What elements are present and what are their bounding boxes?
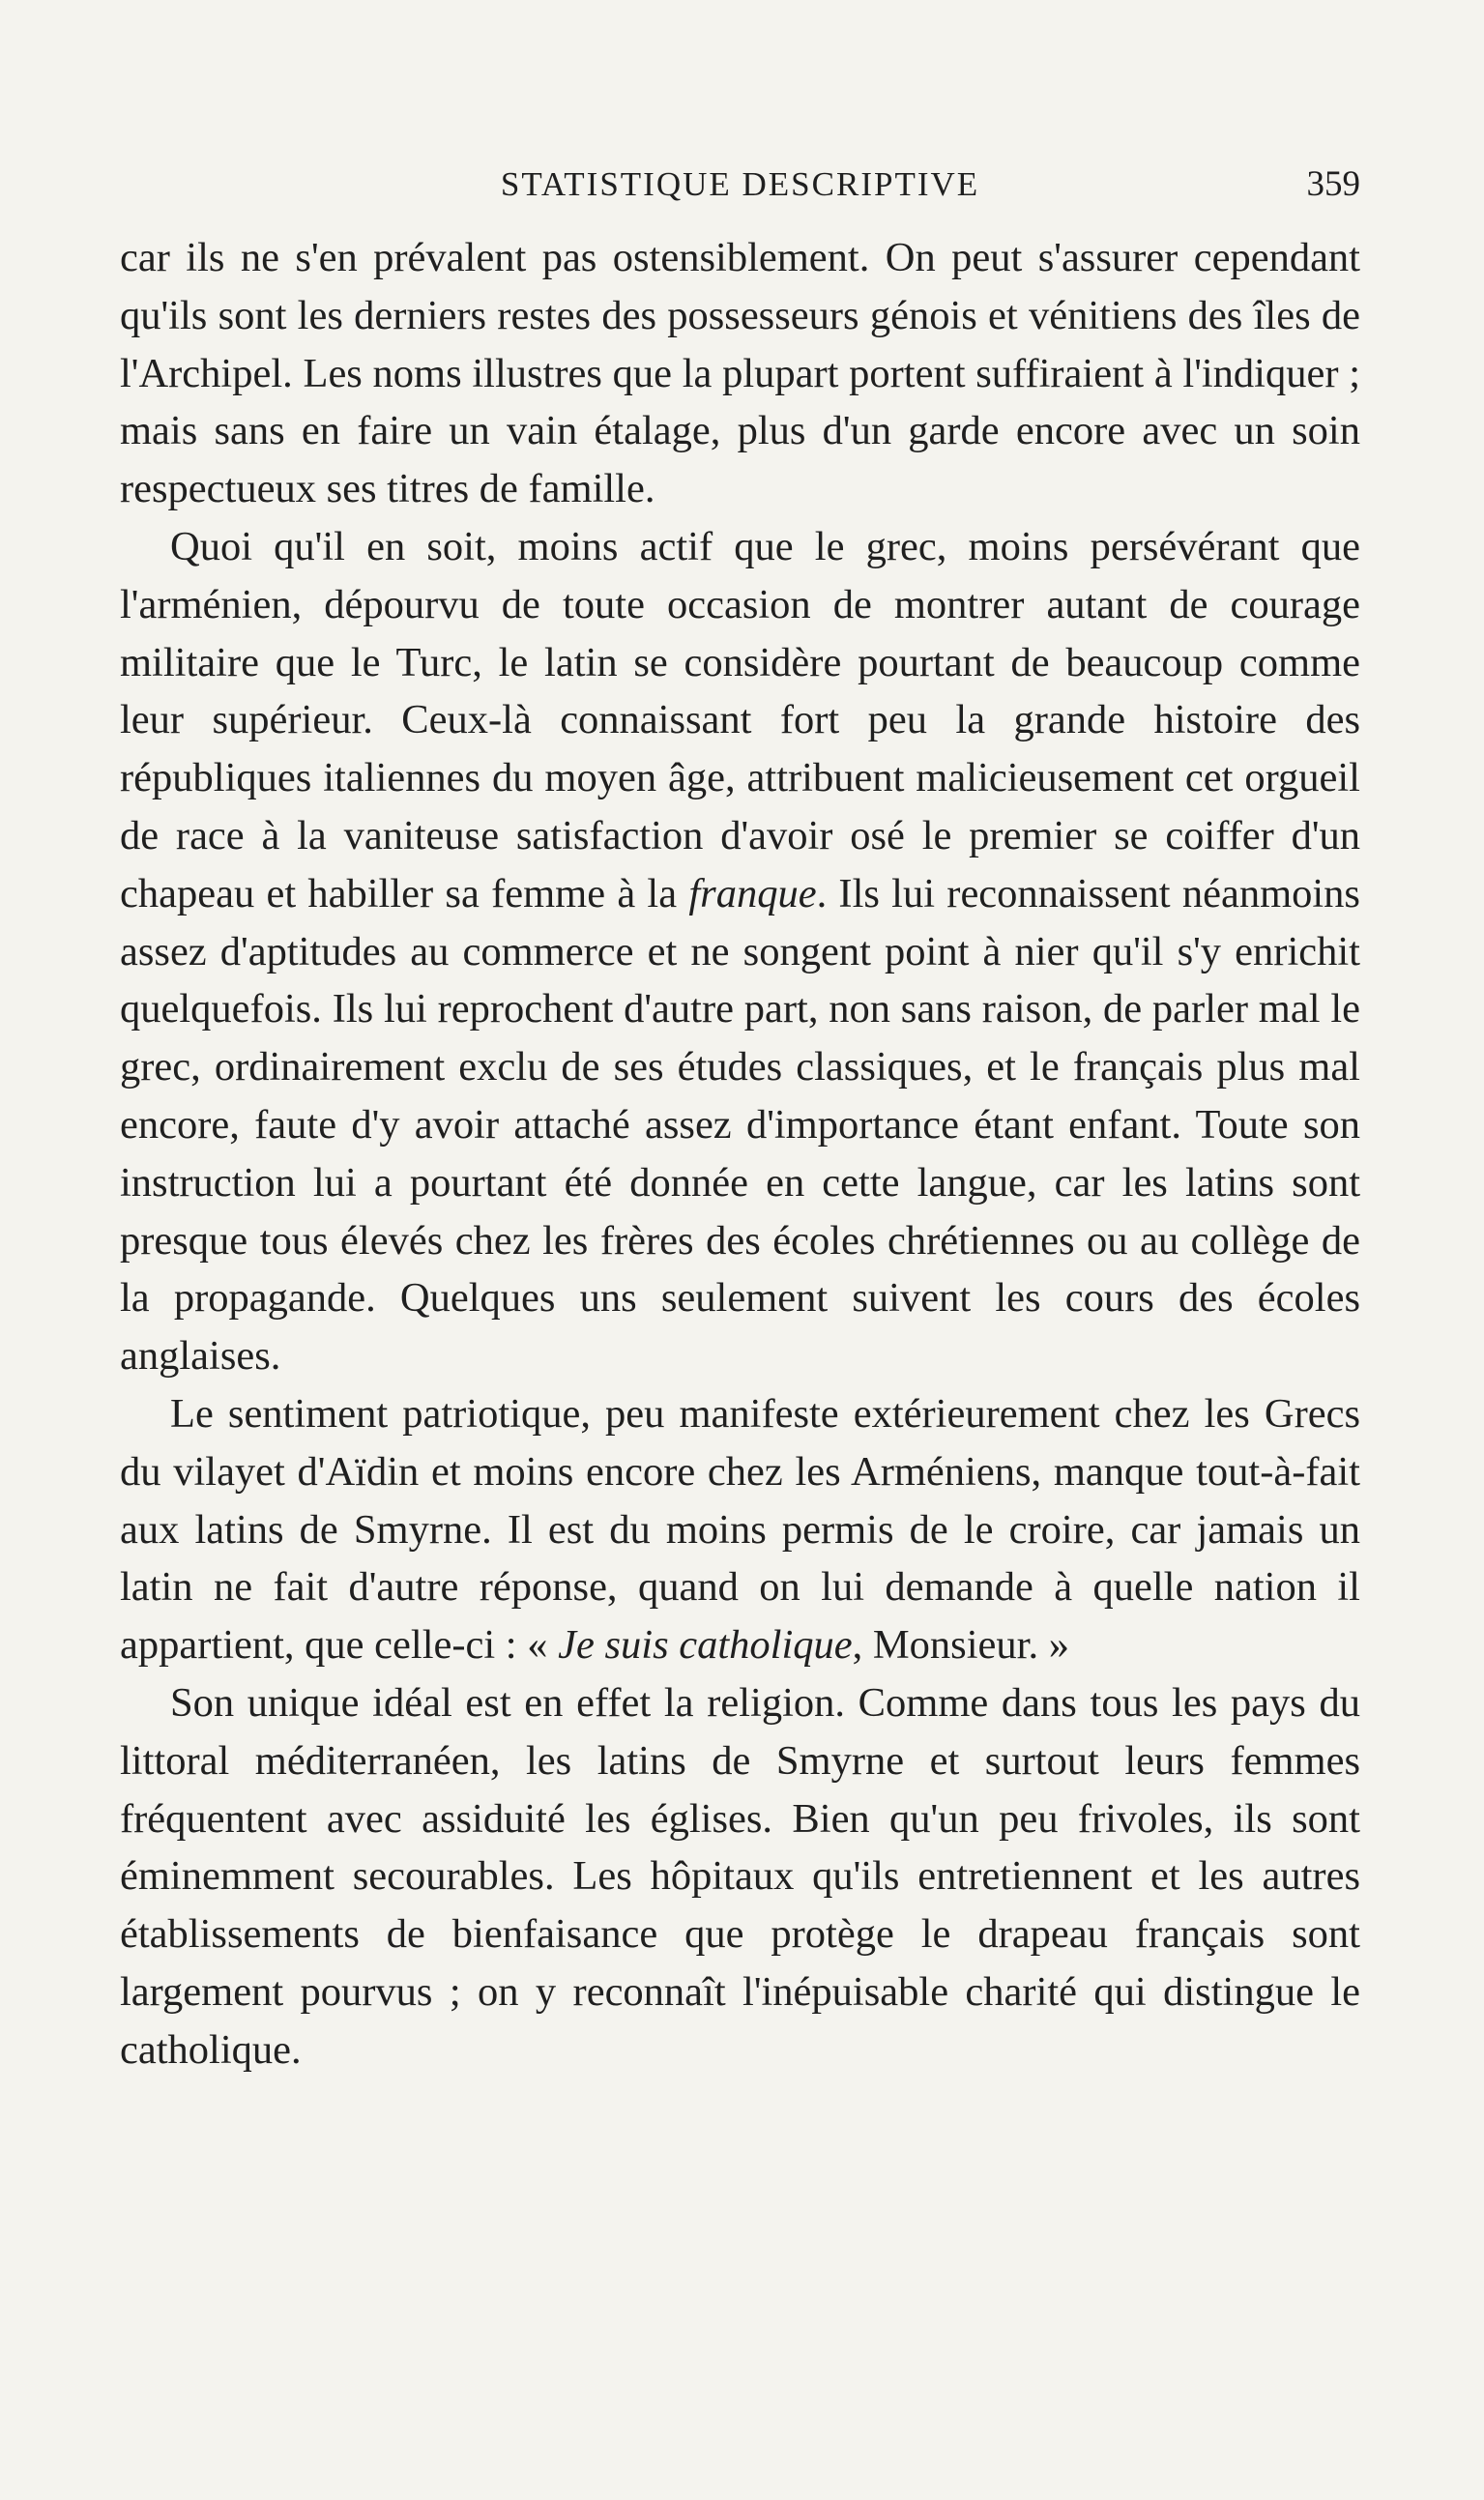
paragraph-text: Son unique idéal est en effet la religion. Comme dans tous les pays du littoral méditerranéen, les latins de Smyrne et surtout leurs femmes fréquentent avec assiduité les églises. Bien qu'un peu frivoles, ils sont éminemment secourables. Les hôpitaux qu'ils entretiennent et les autres établissements de bienfaisance que protège le drapeau français sont largement pourvus ; on y reconnaît l'inépuisable charité qui distingue le catholique. <box>120 1679 1360 2073</box>
paragraph-continuation <box>120 229 1360 518</box>
paragraph-text: car ils ne s'en prévalent pas ostensiblement. On peut s'assurer cependant qu'ils sont les derniers restes des possesseurs génois et vénitiens des îles de l'Archipel. Les noms illustres que la plupart portent suffiraient à l'indiquer ; mais sans en faire un vain étalage, plus d'un garde encore avec un soin respectueux ses titres de famille. <box>120 235 1360 512</box>
paragraph-religion <box>120 1674 1360 2079</box>
text-body <box>120 229 1360 2079</box>
paragraph-text: Quoi qu'il en soit, moins actif que le grec, moins persévérant que l'arménien, dépourvu de toute occasion de montrer autant de courage militaire que le Turc, le latin se considère pourtant de beaucoup comme leur supérieur. Ceux-là connaissant fort peu la grande histoire des républiques italiennes du moyen âge, attribuent malicieusement cet orgueil de race à la vaniteuse satisfaction d'avoir osé le premier se coiffer d'un chapeau et habiller sa femme à la <box>120 523 1360 916</box>
paragraph-text: , Monsieur. » <box>852 1622 1069 1669</box>
paragraph-text: . Ils lui reconnaissent néanmoins assez d'aptitudes au commerce et ne songent point à nier qu'il s'y enrichit quelquefois. Ils lui reprochent d'autre part, non sans raison, de parler mal le grec, ordinairement exclu de ses études classiques, et le français plus mal encore, faute d'y avoir attaché assez d'importance étant enfant. Toute son instruction lui a pourtant été donnée en cette langue, car les latins sont presque tous élevés chez les frères des écoles chrétiennes ou au collège de la propagande. Quelques uns seulement suivent les cours des écoles anglaises. <box>120 870 1360 1380</box>
italic-quote: Je suis catholique <box>558 1622 853 1669</box>
paragraph-patriotism <box>120 1385 1360 1674</box>
italic-term: franque <box>688 870 817 916</box>
running-head <box>120 160 1360 209</box>
paragraph-text: Le sentiment patriotique, peu manifeste extérieurement chez les Grecs du vilayet d'Aïdin et moins encore chez les Arméniens, manque tout-à-fait aux latins de Smyrne. Il est du moins permis de le croire, car jamais un latin ne fait d'autre réponse, quand on lui demande à quelle nation il appartient, que celle-ci : « <box>120 1390 1360 1669</box>
paragraph-latin-pride <box>120 518 1360 1385</box>
running-title: STATISTIQUE DESCRIPTIVE <box>500 165 980 203</box>
page-number: 359 <box>1306 164 1360 204</box>
